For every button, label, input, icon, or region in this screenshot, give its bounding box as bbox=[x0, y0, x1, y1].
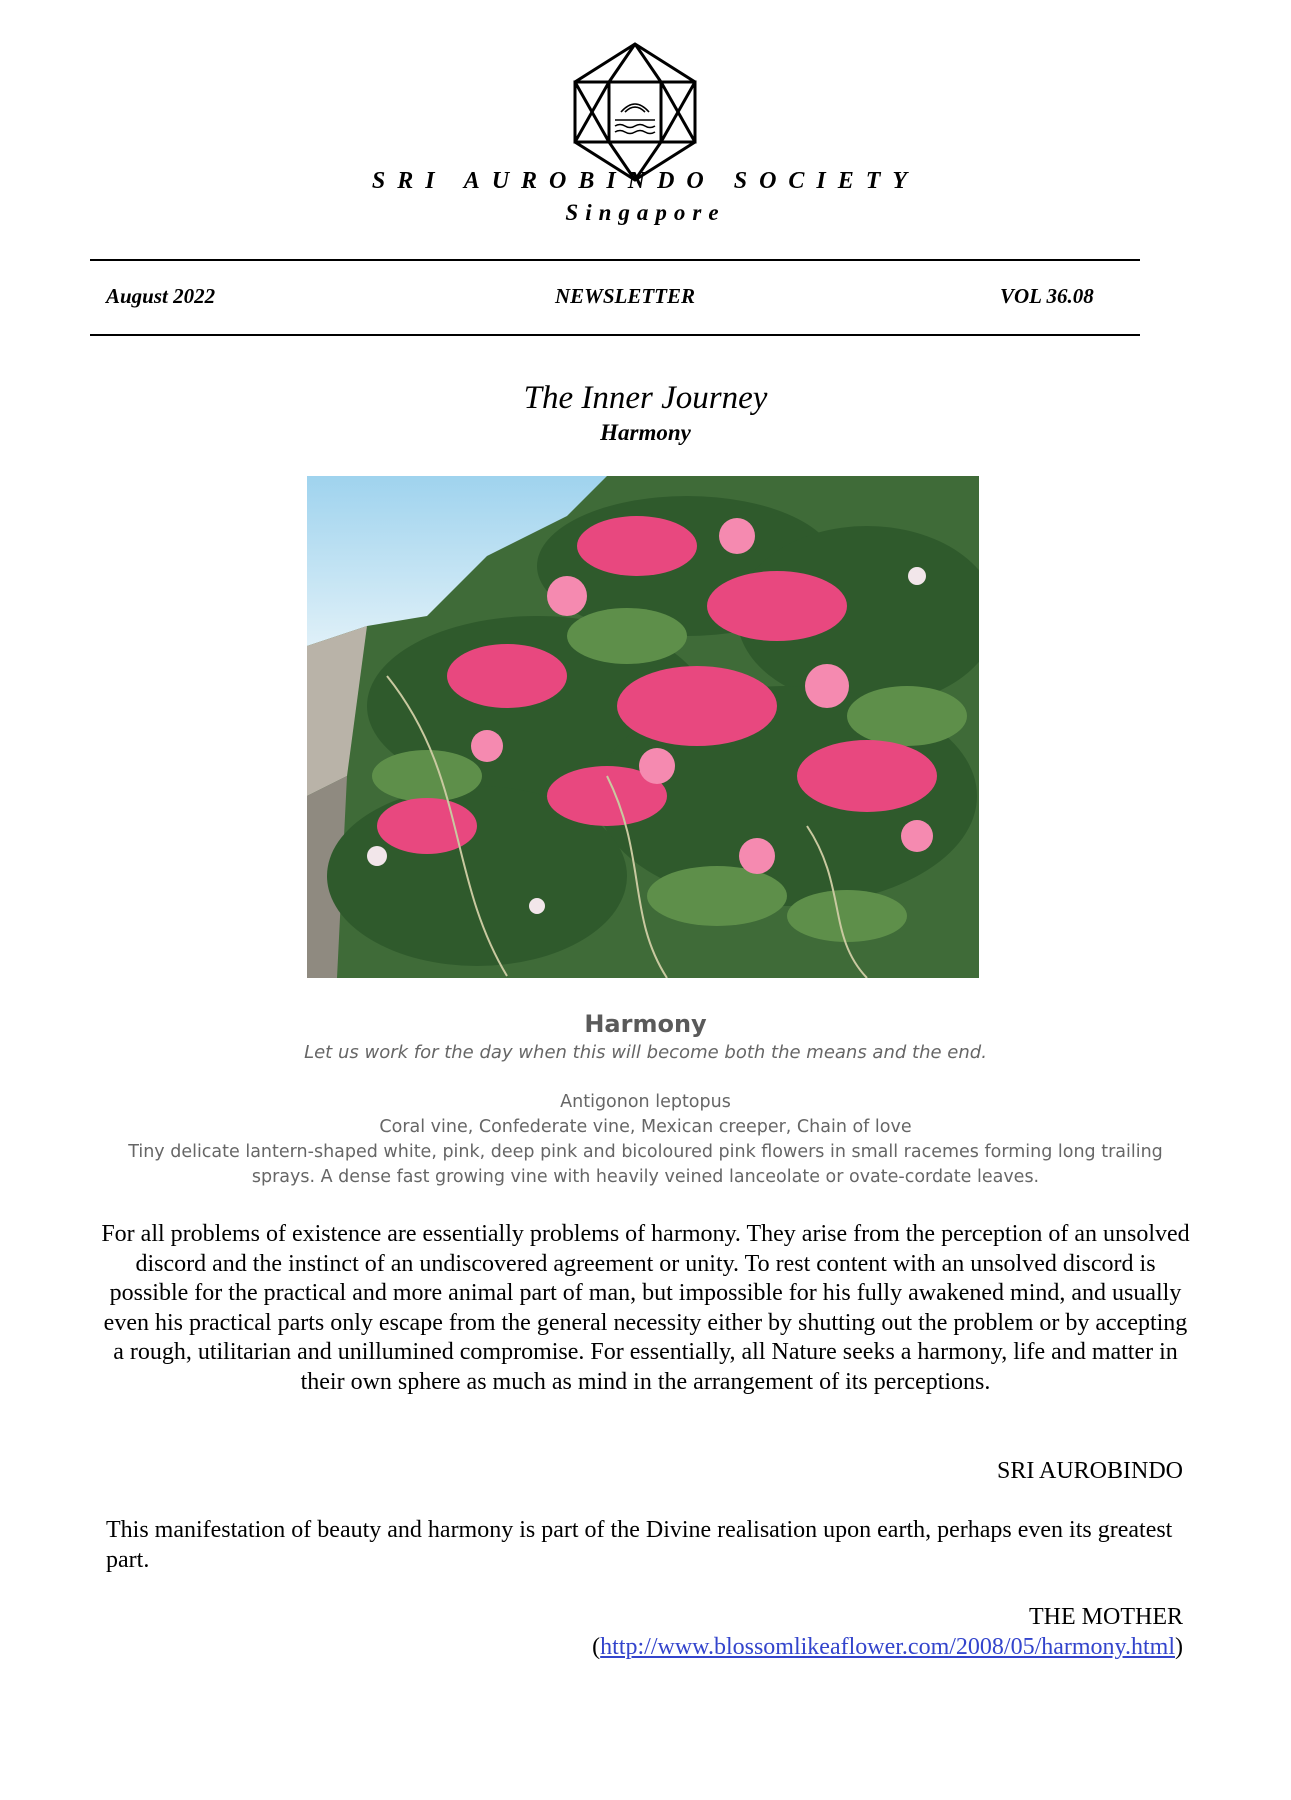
mother-quote: This manifestation of beauty and harmony is part of the Divine realisation upon earth, perhaps even its greatest part. bbox=[106, 1517, 1173, 1573]
newsletter-label: NEWSLETTER bbox=[554, 284, 696, 308]
source-citation: (http://www.blossomlikeaflower.com/2008/05/harmony.html) bbox=[592, 1634, 1183, 1660]
botanical-name: Antigonon leptopus bbox=[560, 1092, 731, 1112]
organization-location: Singapore bbox=[565, 200, 726, 225]
quote-author-the-mother: THE MOTHER bbox=[1029, 1604, 1183, 1630]
source-link[interactable]: http://www.blossomlikeaflower.com/2008/05/harmony.html bbox=[600, 1634, 1175, 1660]
coral-vine-photo bbox=[307, 476, 979, 978]
series-title: The Inner Journey bbox=[523, 380, 768, 416]
newsletter-date: August 2022 bbox=[106, 284, 216, 308]
sri-aurobindo-quote: For all problems of existence are essentially problems of harmony. They arise from the perception of an unsolved discord and the instinct of an undiscovered agreement or unity. To rest content with an unsolved discord is possible for the practical and more animal part of man, but impossible for his fully awakened mind, and usually even his practical parts only escape from the general necessity either by shutting out the problem or by accepting a rough, utilitarian and unillumined compromise. For essentially, all Nature seeks a harmony, life and matter in their own sphere as much as mind in the arrangement of its perceptions. bbox=[101, 1221, 1190, 1395]
organization-name: SRI AUROBINDO SOCIETY bbox=[371, 168, 920, 194]
flower-description: Tiny delicate lantern-shaped white, pink, deep pink and bicoloured pink flowers in small racemes forming long trailing sprays. A dense fast growing vine with heavily veined lanceolate or ovate-cordate leaves. bbox=[128, 1142, 1163, 1187]
flower-name: Harmony bbox=[584, 1010, 707, 1038]
society-logo-icon bbox=[563, 40, 707, 184]
header-bottom-divider bbox=[90, 334, 1140, 336]
newsletter-volume: VOL 36.08 bbox=[1000, 284, 1094, 308]
article-subtitle: Harmony bbox=[600, 420, 691, 445]
quote-author-sri-aurobindo: SRI AUROBINDO bbox=[996, 1458, 1183, 1484]
flower-significance: Let us work for the day when this will become both the means and the end. bbox=[304, 1042, 987, 1063]
header-top-divider bbox=[90, 259, 1140, 261]
common-names: Coral vine, Confederate vine, Mexican creeper, Chain of love bbox=[379, 1117, 912, 1137]
